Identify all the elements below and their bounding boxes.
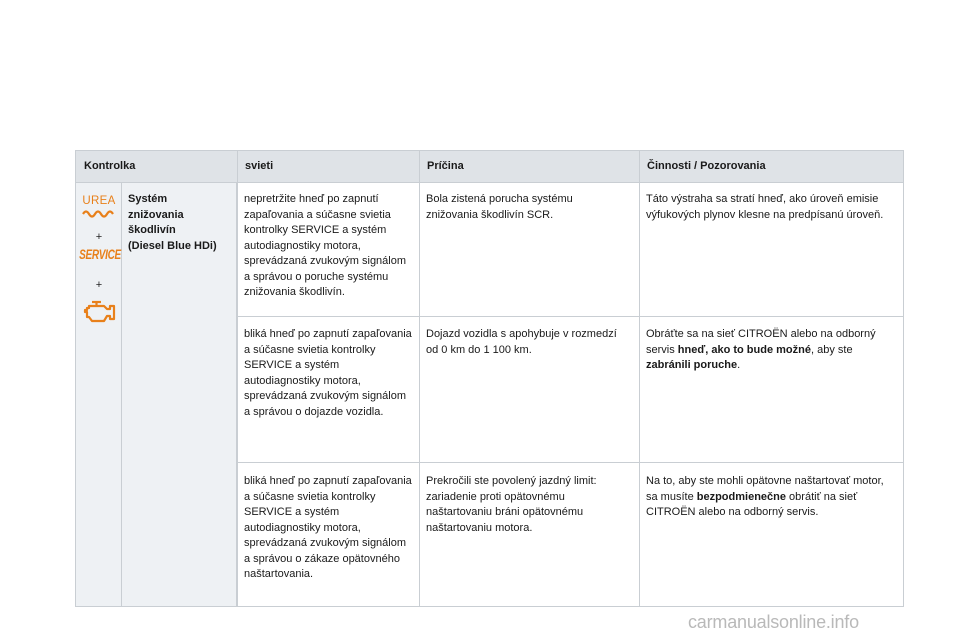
plus-sign: +: [95, 279, 103, 291]
indicator-column: [76, 183, 122, 606]
header-kontrolka: Kontrolka: [84, 160, 136, 172]
row1-pricina: Bola zistená porucha systému znižovania škodlivín SCR.: [426, 193, 573, 221]
plus-sign: +: [95, 231, 103, 243]
watermark: carmanualsonline.info: [688, 612, 859, 632]
system-name: Systém znižovania škodlivín (Diesel Blue HDi): [128, 193, 217, 252]
warning-light-table: [75, 150, 904, 607]
row2-cinnosti: Obráťte sa na sieť CITROËN alebo na odborný servis hneď, ako to bude možné, aby ste zabránili poruche.: [646, 328, 876, 371]
urea-wave-icon: [82, 208, 116, 218]
header-svieti: svieti: [245, 160, 274, 172]
header-pricina: Príčina: [427, 160, 464, 172]
row1-cinnosti: Táto výstraha sa stratí hneď, ako úroveň emisie výfukových plynov klesne na predpísanú úroveň.: [646, 193, 884, 221]
urea-label: UREA: [82, 195, 116, 207]
service-icon: SERVICE: [79, 248, 121, 263]
row3-cinnosti: Na to, aby ste mohli opätovne naštartovať motor, sa musíte bezpodmienečne obrátiť na sieť CITROËN alebo na odborný servis.: [646, 475, 884, 518]
engine-icon: [83, 298, 117, 324]
row3-svieti: bliká hneď po zapnutí zapaľovania a súčasne svietia kontrolky SERVICE a systém autodiagnostiky motora, sprevádzaná zvukovým signálom a správou o zákaze opätovného naštartovania.: [244, 475, 412, 580]
table-header: [76, 151, 903, 183]
row1-svieti: nepretržite hneď po zapnutí zapaľovania a súčasne svietia kontrolky SERVICE a systém autodiagnostiky motora, sprevádzaná zvukovým signálom a správou o poruche systému znižovania škodlivín.: [244, 193, 407, 298]
row2-pricina: Dojazd vozidla s apohybuje v rozmedzí od 0 km do 1 100 km.: [426, 328, 617, 356]
row-divider: [237, 316, 903, 317]
row-divider: [237, 462, 903, 463]
header-cinnosti: Činnosti / Pozorovania: [647, 160, 766, 172]
urea-icon: [82, 195, 116, 221]
row2-svieti: bliká hneď po zapnutí zapaľovania a súčasne svietia kontrolky SERVICE a systém autodiagnostiky motora, sprevádzaná zvukovým signálom a správou o dojazde vozidla.: [244, 328, 412, 418]
row3-pricina: Prekročili ste povolený jazdný limit: zariadenie proti opätovnému naštartovaniu bráni opätovnému naštartovaniu motora.: [426, 475, 597, 534]
